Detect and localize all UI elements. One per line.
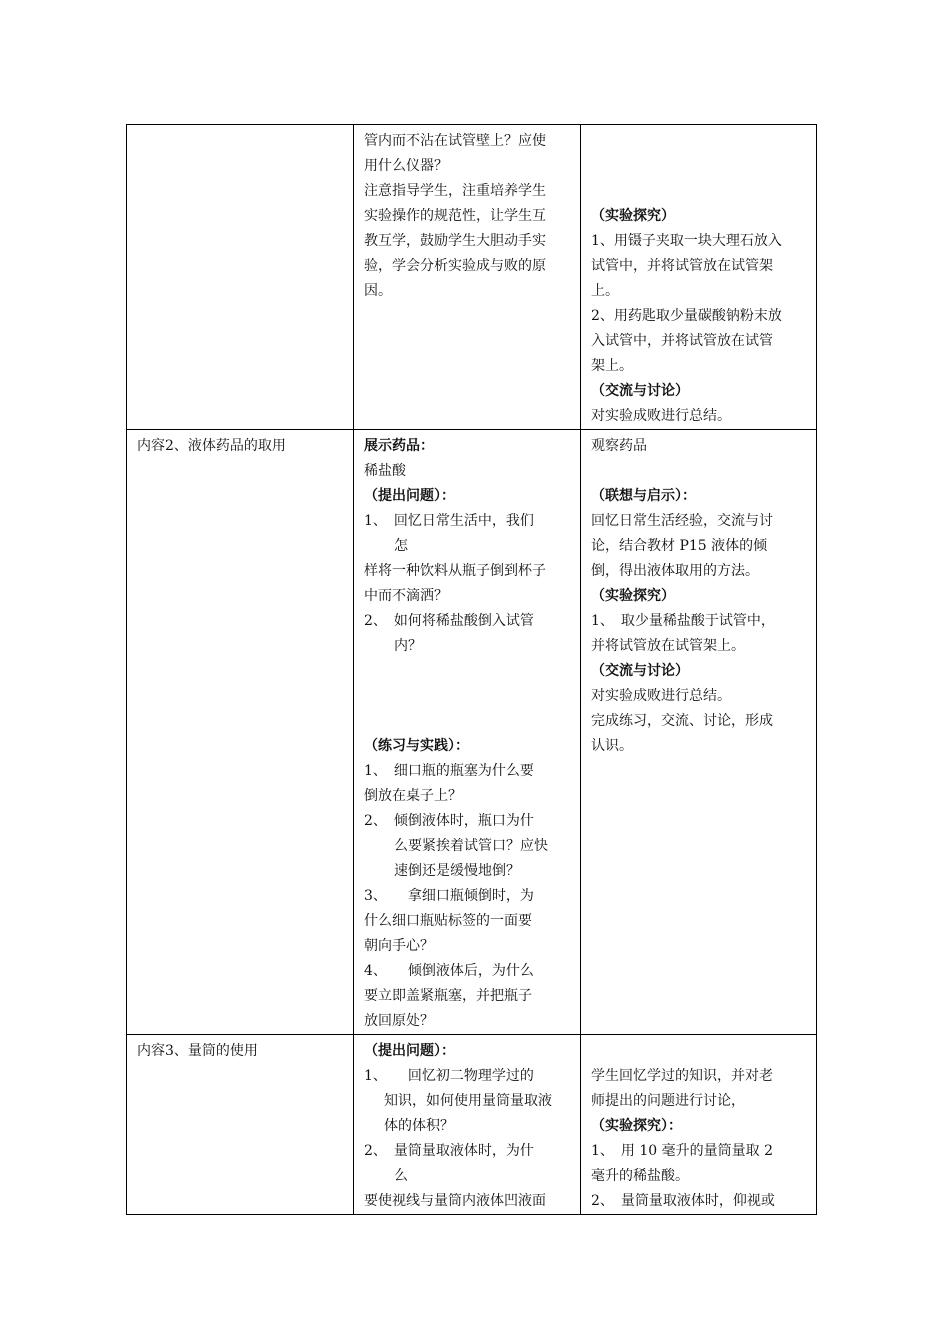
text-line: 完成练习，交流、讨论，形成 — [591, 713, 773, 729]
text-line: 教互学，鼓励学生大胆动手实 — [364, 233, 546, 249]
text-line: 认识。 — [591, 738, 633, 754]
text-line: 上。 — [591, 283, 619, 299]
text-line: 2、 量筒量取液体时，仰视或 — [591, 1193, 775, 1209]
text-line: 速倒还是缓慢地倒？ — [394, 863, 520, 879]
text-line: 倒放在桌子上？ — [364, 788, 462, 804]
text-line: 对实验成败进行总结。 — [591, 408, 731, 424]
text-line: 毫升的稀盐酸。 — [591, 1168, 689, 1184]
text-line: 内？ — [394, 638, 422, 654]
text-line: 2、 倾倒液体时，瓶口为什 — [364, 813, 534, 829]
text-line: 样将一种饮料从瓶子倒到杯子 — [364, 563, 546, 579]
text-line: 倒，得出液体取用的方法。 — [591, 563, 759, 579]
row1-teacher-cell — [354, 125, 581, 430]
text-line: 1、 回忆日常生活中，我们 — [364, 513, 534, 529]
text-line: 1、 回忆初二物理学过的 — [364, 1068, 534, 1084]
text-line: 1、 用 10 毫升的量筒量取 2 — [591, 1143, 773, 1159]
text-line: 试管中，并将试管放在试管架 — [591, 258, 773, 274]
row3-teacher-cell — [354, 1035, 581, 1215]
text-line: 稀盐酸 — [364, 463, 406, 479]
row2-topic-cell — [127, 430, 354, 1035]
table-row — [127, 1035, 817, 1215]
text-line: 师提出的问题进行讨论， — [591, 1093, 745, 1109]
section-heading: （实验探究） — [591, 208, 675, 224]
row2-student-cell — [581, 430, 817, 1035]
lesson-plan-table — [126, 124, 817, 1215]
text-line: 1、用镊子夹取一块大理石放入 — [591, 233, 782, 249]
text-line: 1、 取少量稀盐酸于试管中， — [591, 613, 775, 629]
text-line: 么要紧挨着试管口？应快 — [394, 838, 548, 854]
section-heading: （联想与启示）： — [591, 488, 696, 504]
text-line: 要使视线与量筒内液体凹液面 — [364, 1193, 546, 1209]
text-line: 2、 量筒量取液体时，为什 — [364, 1143, 534, 1159]
text-line: 怎 — [394, 538, 408, 554]
section-heading: （交流与讨论） — [591, 383, 689, 399]
text-line: 因。 — [364, 283, 392, 299]
text-line: 并将试管放在试管架上。 — [591, 638, 745, 654]
text-line: 3、 拿细口瓶倾倒时，为 — [364, 888, 534, 904]
section-heading: （提出问题）： — [364, 488, 455, 504]
text-line: 回忆日常生活经验，交流与讨 — [591, 513, 773, 529]
section-heading: （实验探究）： — [591, 1118, 682, 1134]
text-line: 入试管中，并将试管放在试管 — [591, 333, 773, 349]
topic-label: 内容3、量筒的使用 — [137, 1043, 258, 1059]
text-line: 2、用药匙取少量碳酸钠粉末放 — [591, 308, 782, 324]
topic-label: 内容2、液体药品的取用 — [137, 438, 286, 454]
row1-student-cell — [581, 125, 817, 430]
text-line: 知识，如何使用量筒量取液 — [384, 1093, 552, 1109]
text-line: 2、 如何将稀盐酸倒入试管 — [364, 613, 534, 629]
text-line: 学生回忆学过的知识，并对老 — [591, 1068, 773, 1084]
text-line: 观察药品 — [591, 438, 647, 454]
section-heading: （交流与讨论） — [591, 663, 689, 679]
text-line: 中而不滴洒？ — [364, 588, 448, 604]
text-line: 体的体积？ — [384, 1118, 454, 1134]
text-line: 朝向手心？ — [364, 938, 434, 954]
row2-teacher-cell — [354, 430, 581, 1035]
text-line: 么 — [394, 1168, 408, 1184]
text-line: 架上。 — [591, 358, 633, 374]
text-line: 用什么仪器？ — [364, 158, 448, 174]
row1-topic-cell — [127, 125, 354, 430]
section-heading: （提出问题）： — [364, 1043, 455, 1059]
text-line: 1、 细口瓶的瓶塞为什么要 — [364, 763, 534, 779]
text-line: 管内而不沾在试管壁上？应使 — [364, 133, 546, 149]
section-heading: 展示药品： — [364, 438, 434, 454]
table-row — [127, 125, 817, 430]
text-line: 实验操作的规范性，让学生互 — [364, 208, 546, 224]
section-heading: （练习与实践）： — [364, 738, 469, 754]
table-row — [127, 430, 817, 1035]
row3-topic-cell — [127, 1035, 354, 1215]
text-line: 论，结合教材 P15 液体的倾 — [591, 538, 768, 554]
section-heading: （实验探究） — [591, 588, 675, 604]
text-line: 对实验成败进行总结。 — [591, 688, 731, 704]
text-line: 注意指导学生，注重培养学生 — [364, 183, 546, 199]
row3-student-cell — [581, 1035, 817, 1215]
text-line: 4、 倾倒液体后，为什么 — [364, 963, 534, 979]
text-line: 放回原处？ — [364, 1013, 434, 1029]
text-line: 要立即盖紧瓶塞，并把瓶子 — [364, 988, 532, 1004]
text-line: 验，学会分析实验成与败的原 — [364, 258, 546, 274]
text-line: 什么细口瓶贴标签的一面要 — [364, 913, 532, 929]
